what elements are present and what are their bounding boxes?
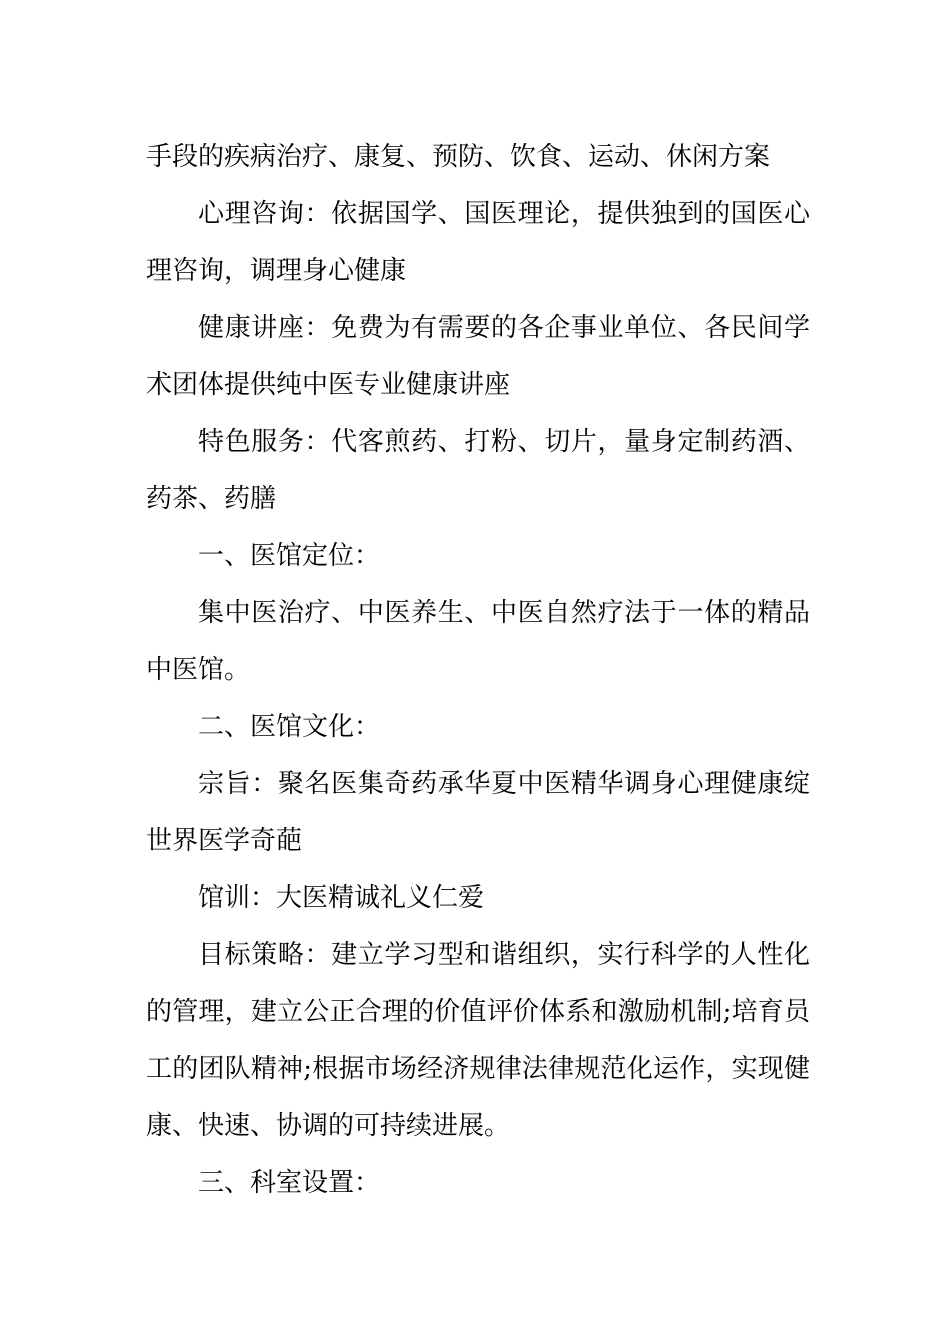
document-body xyxy=(146,129,810,1212)
paragraph-mission: 宗旨：聚名医集奇药承华夏中医精华调身心理健康绽世界医学奇葩 xyxy=(146,769,810,856)
paragraph-positioning: 集中医治疗、中医养生、中医自然疗法于一体的精品中医馆。 xyxy=(146,598,810,685)
paragraph-health-lectures: 健康讲座：免费为有需要的各企事业单位、各民间学术团体提供纯中医专业健康讲座 xyxy=(146,313,810,400)
paragraph-psychological-consulting: 心理咨询：依据国学、国医理论，提供独到的国医心理咨询，调理身心健康 xyxy=(146,199,810,286)
section-heading-departments: 三、科室设置： xyxy=(198,1168,381,1198)
paragraph-treatment-plans: 手段的疾病治疗、康复、预防、饮食、运动、休闲方案 xyxy=(146,142,771,172)
section-heading-positioning: 一、医馆定位： xyxy=(198,541,381,571)
paragraph-motto: 馆训：大医精诚礼义仁爱 xyxy=(198,883,485,913)
paragraph-strategy: 目标策略：建立学习型和谐组织，实行科学的人性化的管理，建立公正合理的价值评价体系和激励机制;培育员工的团队精神;根据市场经济规律法律规范化运作，实现健康、快速、协调的可持续进展。 xyxy=(146,940,810,1141)
section-heading-culture: 二、医馆文化： xyxy=(198,712,381,742)
paragraph-featured-services: 特色服务：代客煎药、打粉、切片，量身定制药酒、药茶、药膳 xyxy=(146,427,810,514)
